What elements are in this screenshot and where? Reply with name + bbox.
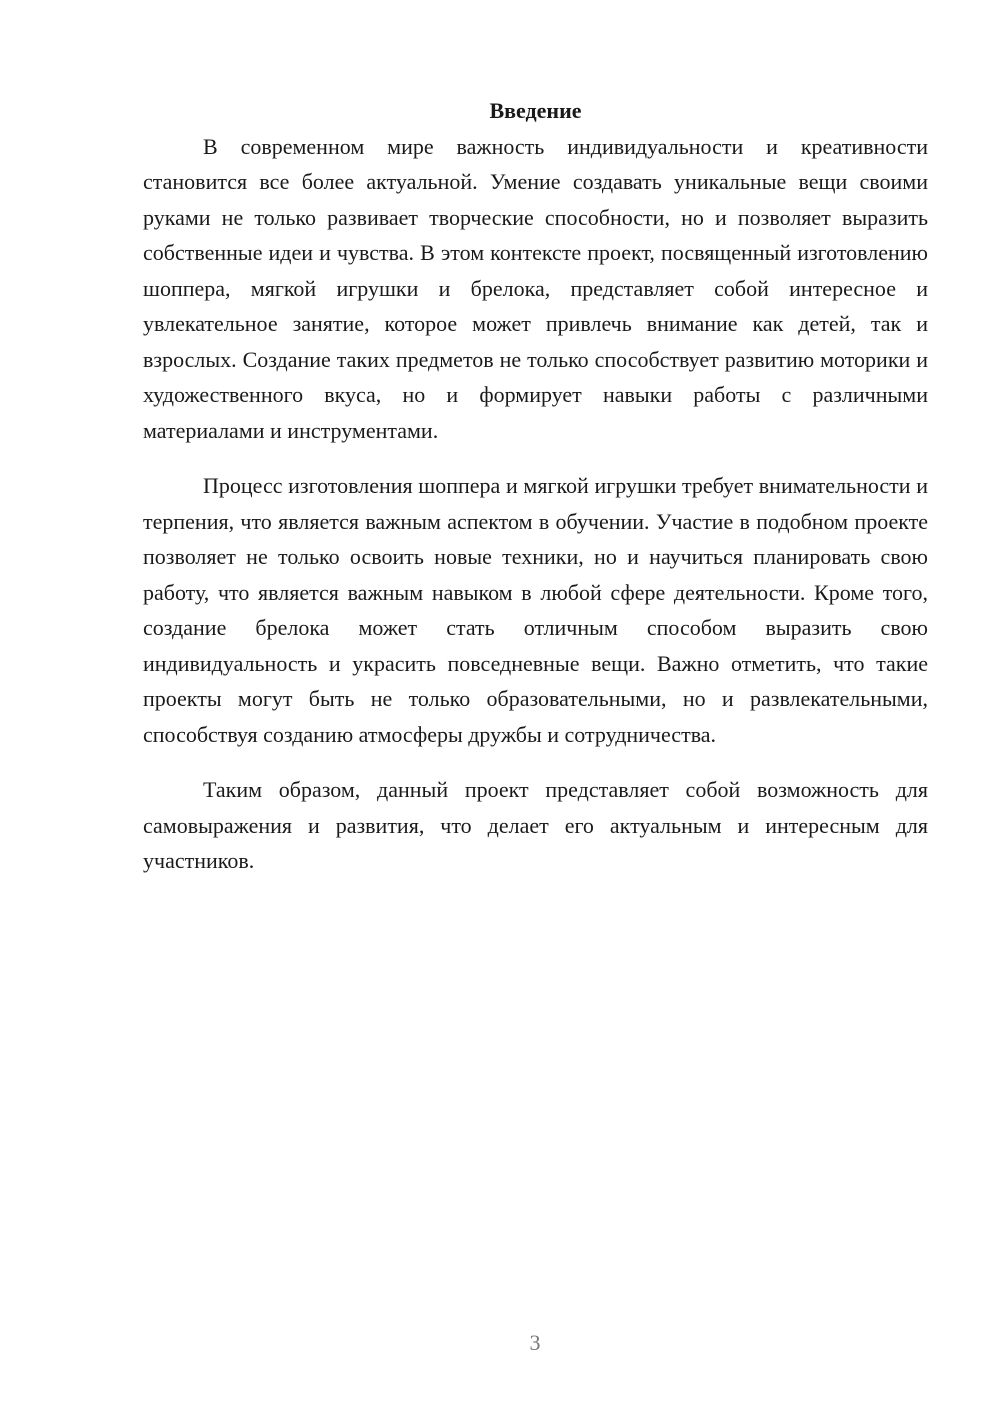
page-content — [143, 93, 928, 879]
page-number: 3 — [529, 1330, 541, 1355]
paragraph-3: Таким образом, данный проект представляет собой возможность для самовыражения и развития, что делает его актуальным и интересным для участников. — [143, 777, 928, 873]
section-title: Введение — [489, 98, 582, 123]
paragraph-2: Процесс изготовления шоппера и мягкой игрушки требует внимательности и терпения, что является важным аспектом в обучении. Участие в подобном проекте позволяет не только освоить новые техники, но и научиться планировать свою работу, что является важным навыком в любой сфере деятельности. Кроме того, создание брелока может стать отличным способом выразить свою индивидуальность и украсить повседневные вещи. Важно отметить, что такие проекты могут быть не только образовательными, но и развлекательными, способствуя созданию атмосферы дружбы и сотрудничества. — [143, 473, 928, 747]
paragraph-1: В современном мире важность индивидуальности и креативности становится все более актуальной. Умение создавать уникальные вещи своими руками не только развивает творческие способности, но и позволяет выразить собственные идеи и чувства. В этом контексте проект, посвященный изготовлению шоппера, мягкой игрушки и брелока, представляет собой интересное и увлекательное занятие, которое может привлечь внимание как детей, так и взрослых. Создание таких предметов не только способствует развитию моторики и художественного вкуса, но и формирует навыки работы с различными материалами и инструментами. — [143, 133, 928, 443]
